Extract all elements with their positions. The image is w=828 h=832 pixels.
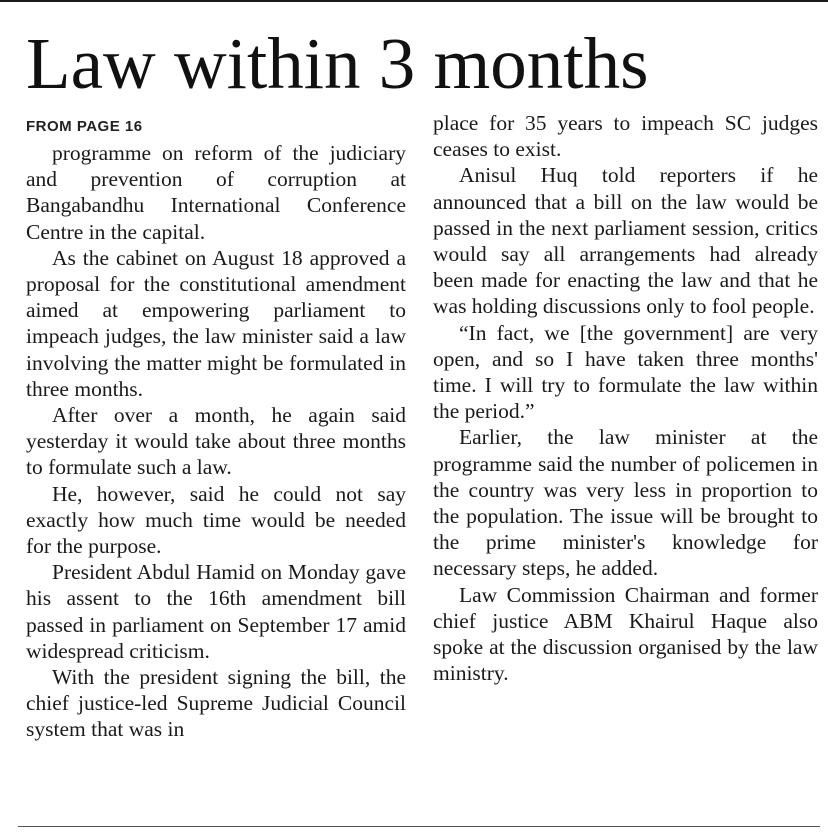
top-rule <box>0 0 828 2</box>
paragraph: Earlier, the law minister at the programme said the number of policemen in the country was very less in proportion to the population. The issue will be brought to the prime minister's knowledge for necessary steps, he added. <box>433 425 818 581</box>
bottom-rule <box>18 826 820 827</box>
paragraph: Law Commission Chairman and former chief justice ABM Khairul Haque also spoke at the discussion organised by the law ministry. <box>433 582 818 686</box>
jump-label: FROM PAGE 16 <box>26 118 143 135</box>
paragraph: programme on reform of the judiciary and prevention of corruption at Bangabandhu International Conference Centre in the capital. <box>26 141 406 244</box>
article-column-right <box>433 110 818 686</box>
paragraph: Anisul Huq told reporters if he announced that a bill on the law would be passed in the next parliament session, critics would say all arrangements had already been made for enacting the law and that he was holding discussions only to fool people. <box>433 163 818 319</box>
paragraph: After over a month, he again said yesterday it would take about three months to formulate such a law. <box>26 403 406 480</box>
paragraph-continued: place for 35 years to impeach SC judges ceases to exist. <box>433 111 818 162</box>
paragraph: With the president signing the bill, the chief justice-led Supreme Judicial Council system that was in <box>26 665 406 742</box>
paragraph: He, however, said he could not say exactly how much time would be needed for the purpose. <box>26 481 406 559</box>
paragraph: President Abdul Hamid on Monday gave his assent to the 16th amendment bill passed in parliament on September 17 amid widespread criticism. <box>26 560 406 663</box>
paragraph: As the cabinet on August 18 approved a proposal for the constitutional amendment aimed at empowering parliament to impeach judges, the law minister said a law involving the matter might be formulated in three months. <box>26 245 406 401</box>
paragraph: “In fact, we [the government] are very open, and so I have taken three months' time. I will try to formulate the law within the period.” <box>433 320 818 424</box>
headline: Law within 3 months <box>26 23 649 104</box>
article-column-left <box>26 110 406 743</box>
